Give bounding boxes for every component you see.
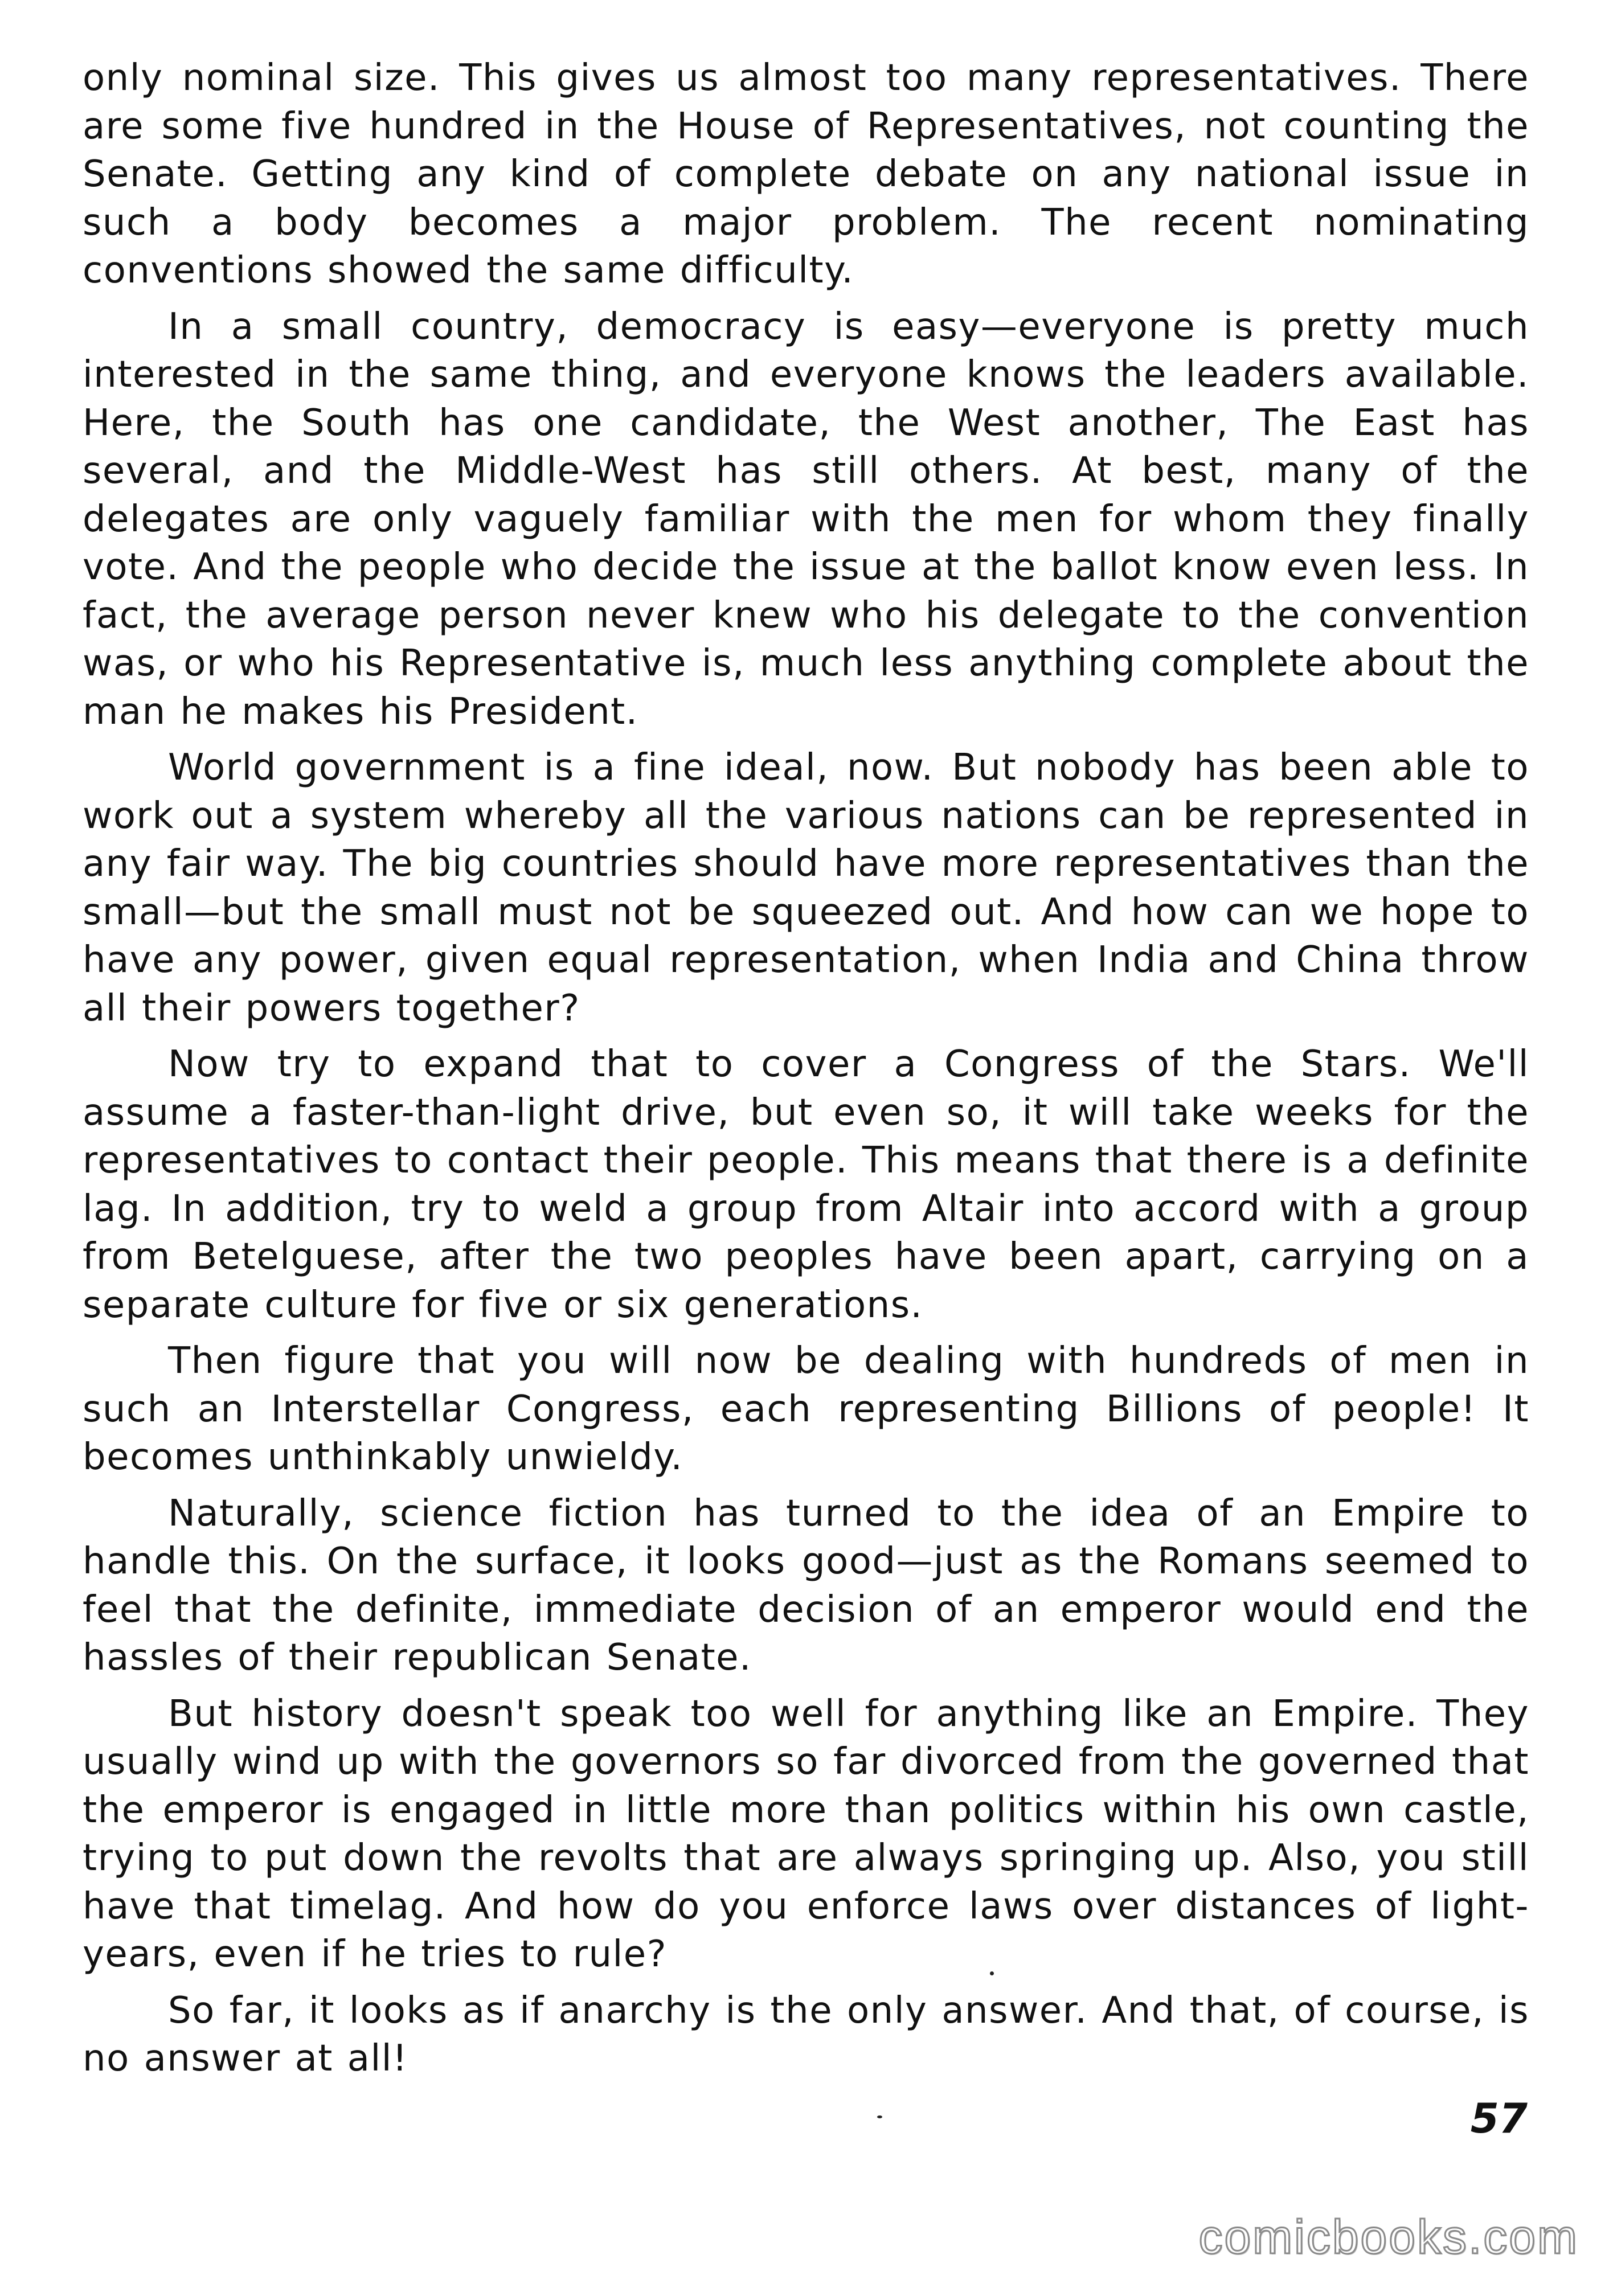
print-speck <box>990 1971 994 1975</box>
paragraph-6: Naturally, science fiction has turned to the idea of an Empire to handle this. On the surface, it looks good—just as the Romans seemed to feel that the definite, immediate decision of an emperor would end the hassles of their republican Senate. <box>83 1492 1529 1679</box>
paragraph-7: But history doesn't speak too well for anything like an Empire. They usually wind up with the governors so far divorced from the governed that the emperor is engaged in little more than politics within his own castle, trying to put down the revolts that are always springing up. Also, you still have that timelag. And how do you enforce laws over distances of light-years, even if he tries to rule? <box>83 1692 1529 1975</box>
paragraph-3: World government is a fine ideal, now. But nobody has been able to work out a system whereby all the various nations can be represented in any fair way. The big countries should have more representatives than the small—but the small must not be squeezed out. And how can we hope to have any power, given equal representation, when India and China throw all their powers together? <box>83 747 1529 1030</box>
paragraph-1: only nominal size. This gives us almost too many representatives. There are some five hundred in the House of Representatives, not counting the Senate. Getting any kind of complete debate on any national issue in such a body becomes a major problem. The recent nominating conventions showed the same difficulty. <box>83 57 1529 292</box>
paragraph-8: So far, it looks as if anarchy is the only answer. And that, of course, is no answer at all! <box>83 1989 1529 2080</box>
print-speck <box>877 2115 882 2118</box>
watermark-logo: comicbooks.com <box>1198 2210 1579 2264</box>
page-number: 57 <box>1470 2094 1528 2142</box>
paragraph-5: Then figure that you will now be dealing with hundreds of men in such an Interstellar Congress, each representing Billions of people! It becomes unthinkably unwieldy. <box>83 1340 1529 1478</box>
body-text <box>83 54 1529 2091</box>
paragraph-4: Now try to expand that to cover a Congress of the Stars. We'll assume a faster-than-light drive, but even so, it will take weeks for the representatives to contact their people. This means that there is a definite lag. In addition, try to weld a group from Altair into accord with a group from Betelguese, after the two peoples have been apart, carrying on a separate culture for five or six generations. <box>83 1043 1529 1326</box>
paragraph-2: In a small country, democracy is easy—everyone is pretty much interested in the same thing, and everyone knows the leaders available. Here, the South has one candidate, the West another, The East has several, and the Middle-West has still others. At best, many of the delegates are only vaguely familiar with the men for whom they finally vote. And the people who decide the issue at the ballot know even less. In fact, the average person never knew who his delegate to the convention was, or who his Representative is, much less anything complete about the man he makes his President. <box>83 305 1529 733</box>
